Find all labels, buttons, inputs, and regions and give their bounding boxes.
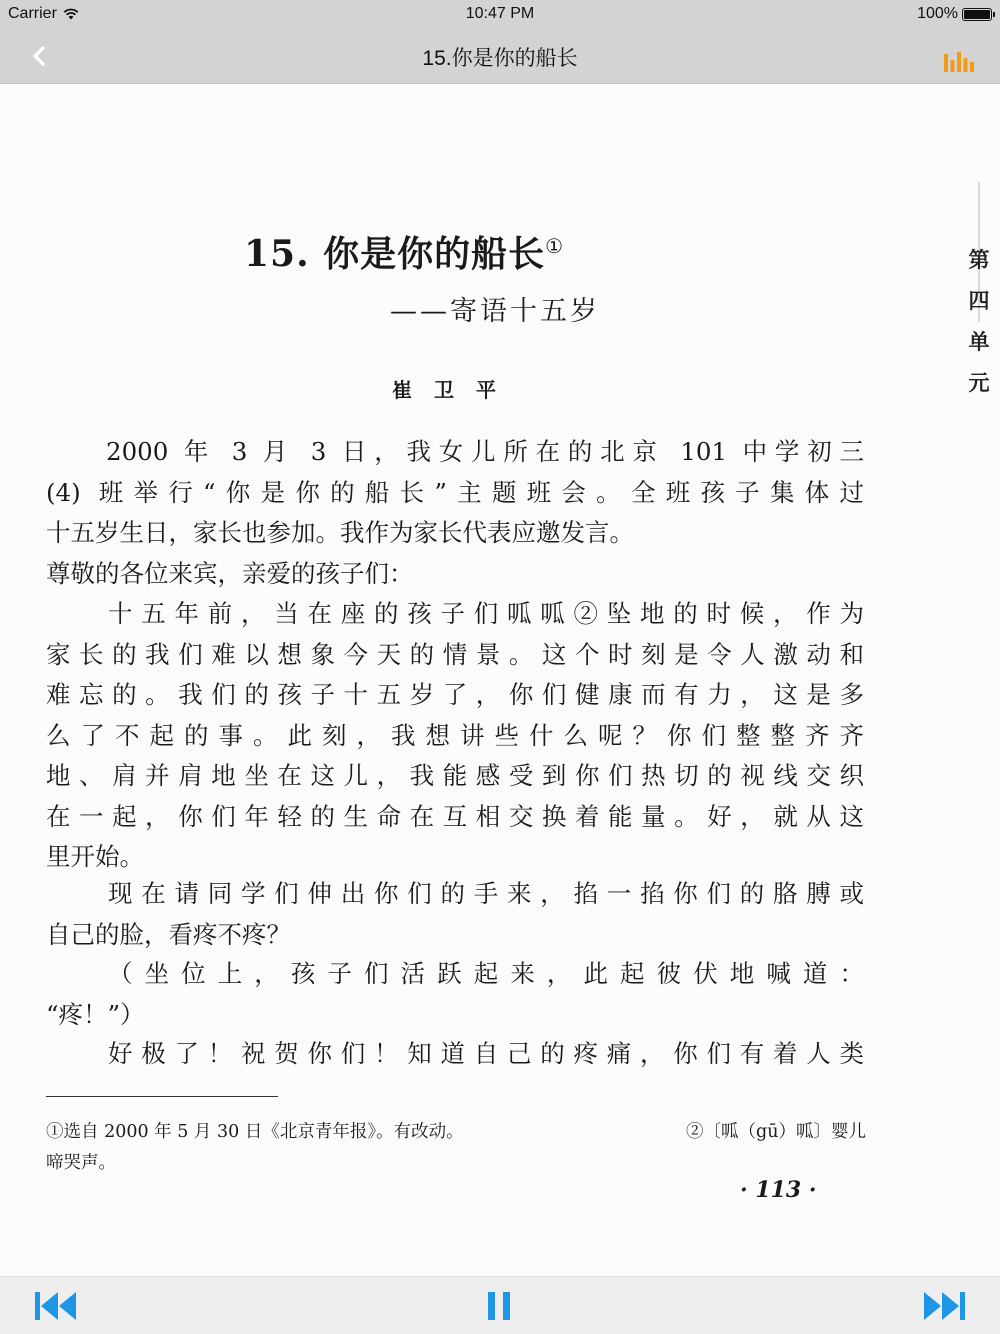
paragraph-body-1: 十五年前，当在座的孩子们呱呱②坠地的时候，作为 家长的我们难以想象今天的情景。这个时刻是令人激动和 难忘的。我们的孩子十五岁了，你们健康而有力，这是多 么了不起的事。此刻，我想讲些什么呢？你们整整齐齐 地、肩并肩地坐在这儿，我能感受到你们热切的视线交织 在一起，你们年轻的生命在互相交换着能量。好，就从这 里开始。 (46, 599, 864, 871)
paragraph-greeting: 尊敬的各位来宾，亲爱的孩子们： (46, 559, 414, 588)
footnote-divider (46, 1096, 278, 1097)
status-bar (0, 0, 1000, 28)
textbook-page (0, 84, 1000, 1276)
playback-toolbar (0, 1276, 1000, 1334)
carrier-label: Carrier (8, 5, 57, 22)
footnote-2: ②〔呱（gū）呱〕婴儿 (686, 1122, 866, 1142)
lesson-author: 崔卫平 (392, 378, 518, 402)
bar-chart-icon[interactable] (944, 50, 974, 72)
lesson-title: 15. 你是你的船长① (244, 233, 565, 275)
footnote-2-cont: 啼哭声。 (46, 1153, 116, 1173)
skip-previous-icon[interactable] (34, 1289, 78, 1323)
paragraph-intro: 2000 年 3 月 3 日，我女儿所在的北京 101 中学初三 (4) 班举行“你是你的船长”主题班会。全班孩子集体过 十五岁生日，家长也参加。我作为家长代表应邀发言。 (46, 437, 864, 547)
pause-icon[interactable] (486, 1289, 512, 1323)
title-footnote-mark: ① (545, 234, 565, 258)
skip-next-icon[interactable] (922, 1289, 966, 1323)
lesson-subtitle: ——寄语十五岁 (390, 296, 600, 327)
battery-label: 100% (917, 5, 958, 22)
paragraph-body-3: （坐位上，孩子们活跃起来，此起彼伏地喊道： “疼！”） (46, 959, 864, 1029)
battery-icon (962, 8, 992, 21)
paragraph-body-2: 现在请同学们伸出你们的手来，掐一掐你们的胳膊或 自己的脸，看疼不疼？ (46, 879, 864, 949)
status-time: 10:47 PM (465, 5, 535, 22)
footnote-1: ①选自 2000 年 5 月 30 日《北京青年报》。有改动。 (46, 1122, 464, 1142)
nav-title: 15.你是你的船长 (422, 47, 578, 70)
status-right (917, 5, 992, 23)
navigation-bar (0, 28, 1000, 84)
paragraph-body-4: 好极了！祝贺你们！知道自己的疼痛，你们有着人类 (108, 1039, 864, 1068)
unit-side-label: 第 四 单 元 (968, 247, 990, 395)
footnotes (46, 1117, 866, 1179)
page-number: · 113 · (740, 1177, 817, 1203)
